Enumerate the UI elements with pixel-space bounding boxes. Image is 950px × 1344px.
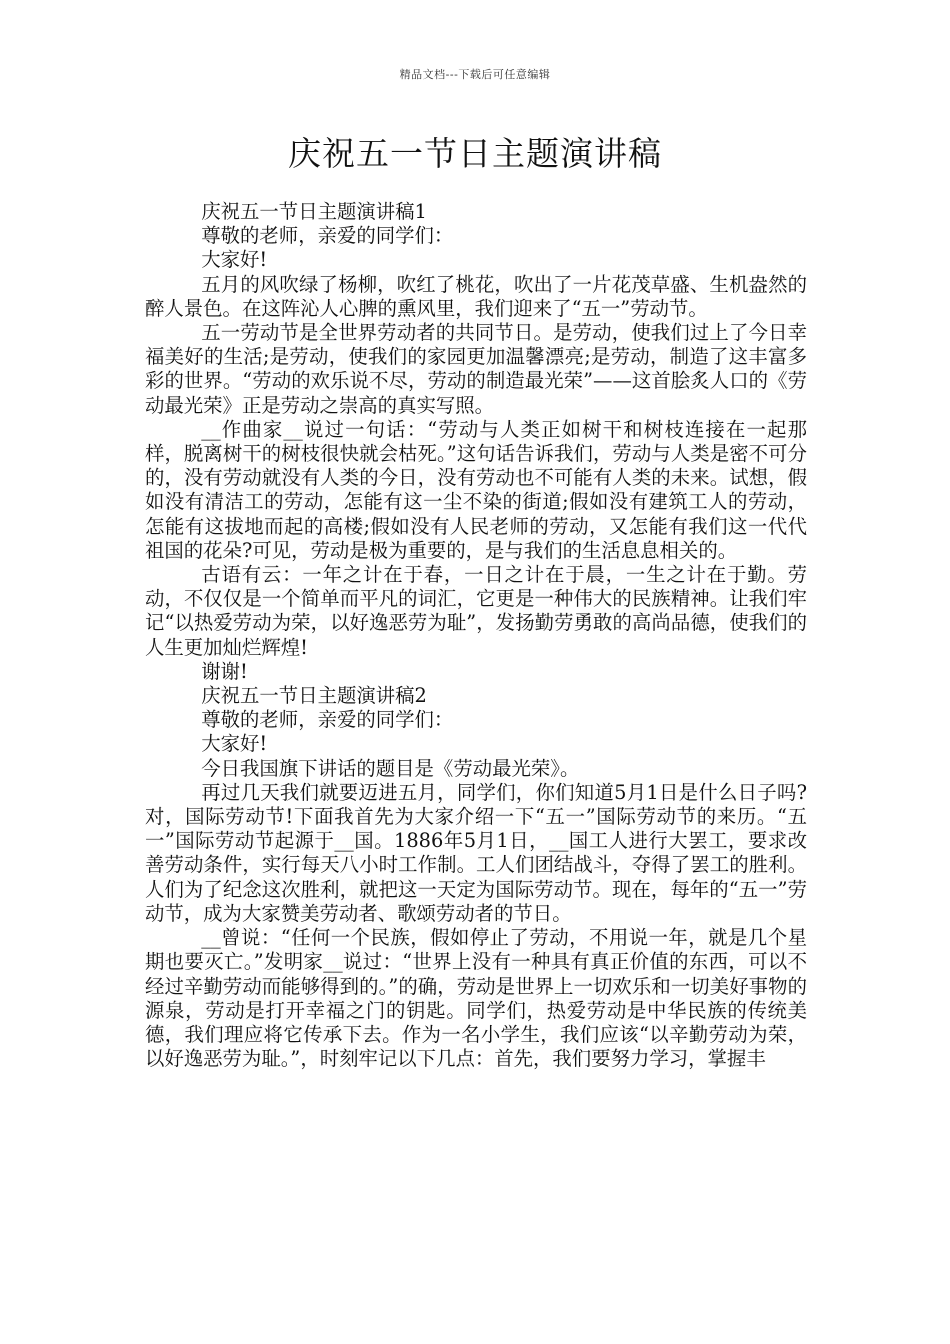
paragraph: 庆祝五一节日主题演讲稿2 <box>201 684 427 708</box>
paragraph: 尊敬的老师，亲爱的同学们： <box>201 708 454 732</box>
document-title: 庆祝五一节日主题演讲稿 <box>288 134 662 173</box>
paragraph: 谢谢! <box>201 659 248 683</box>
paragraph: 古语有云：一年之计在于春，一日之计在于晨，一生之计在于勤。劳动，不仅仅是一个简单而平凡的词汇，它更是一种伟大的民族精神。让我们牢记“以热爱劳动为荣，以好逸恶劳为耻”，发扬勤劳勇敢的高尚品德，使我们的人生更加灿烂辉煌! <box>145 563 807 659</box>
paragraph: __曾说：“任何一个民族，假如停止了劳动，不用说一年，就是几个星期也要灭亡。”发明家__说过：“世界上没有一种具有真正价值的东西，可以不经过辛勤劳动而能够得到的。”的确，劳动是世界上一切欢乐和一切美好事物的源泉，劳动是打开幸福之门的钥匙。同学们，热爱劳动是中华民族的传统美德，我们理应将它传承下去。作为一名小学生，我们应该“以辛勤劳动为荣，以好逸恶劳为耻。”，时刻牢记以下几点：首先，我们要努力学习，掌握丰 <box>145 926 807 1071</box>
paragraph: 五一劳动节是全世界劳动者的共同节日。是劳动，使我们过上了今日幸福美好的生活;是劳动，使我们的家园更加温馨漂亮;是劳动，制造了这丰富多彩的世界。“劳动的欢乐说不尽，劳动的制造最光荣”——这首脍炙人口的《劳动最光荣》正是劳动之崇高的真实写照。 <box>145 321 807 417</box>
header-note: 精品文档---下载后可任意编辑 <box>399 68 551 81</box>
paragraph: 大家好! <box>201 732 268 756</box>
paragraph: __作曲家__说过一句话：“劳动与人类正如树干和树枝连接在一起那样，脱离树干的树枝很快就会枯死。”这句话告诉我们，劳动与人类是密不可分的，没有劳动就没有人类的今日，没有劳动也不可能有人类的未来。试想，假如没有清洁工的劳动，怎能有这一尘不染的街道;假如没有建筑工人的劳动，怎能有这拔地而起的高楼;假如没有人民老师的劳动，又怎能有我们这一代代祖国的花朵?可见，劳动是极为重要的，是与我们的生活息息相关的。 <box>145 417 807 562</box>
paragraph: 再过几天我们就要迈进五月，同学们，你们知道5月1日是什么日子吗?对，国际劳动节!下面我首先为大家介绍一下“五一”国际劳动节的来历。“五一”国际劳动节起源于__国。1886年5月1日，__国工人进行大罢工，要求改善劳动条件，实行每天八小时工作制。工人们团结战斗，夺得了罢工的胜利。人们为了纪念这次胜利，就把这一天定为国际劳动节。现在，每年的“五一”劳动节，成为大家赞美劳动者、歌颂劳动者的节日。 <box>145 780 807 925</box>
paragraph: 大家好! <box>201 248 268 272</box>
paragraph: 今日我国旗下讲话的题目是《劳动最光荣》。 <box>201 756 580 780</box>
paragraph: 庆祝五一节日主题演讲稿1 <box>201 200 427 223</box>
paragraph: 五月的风吹绿了杨柳，吹红了桃花，吹出了一片花茂草盛、生机盎然的醉人景色。在这阵沁人心脾的熏风里，我们迎来了“五一”劳动节。 <box>145 272 807 320</box>
paragraph: 尊敬的老师，亲爱的同学们： <box>201 224 454 248</box>
document-body <box>145 200 807 1071</box>
